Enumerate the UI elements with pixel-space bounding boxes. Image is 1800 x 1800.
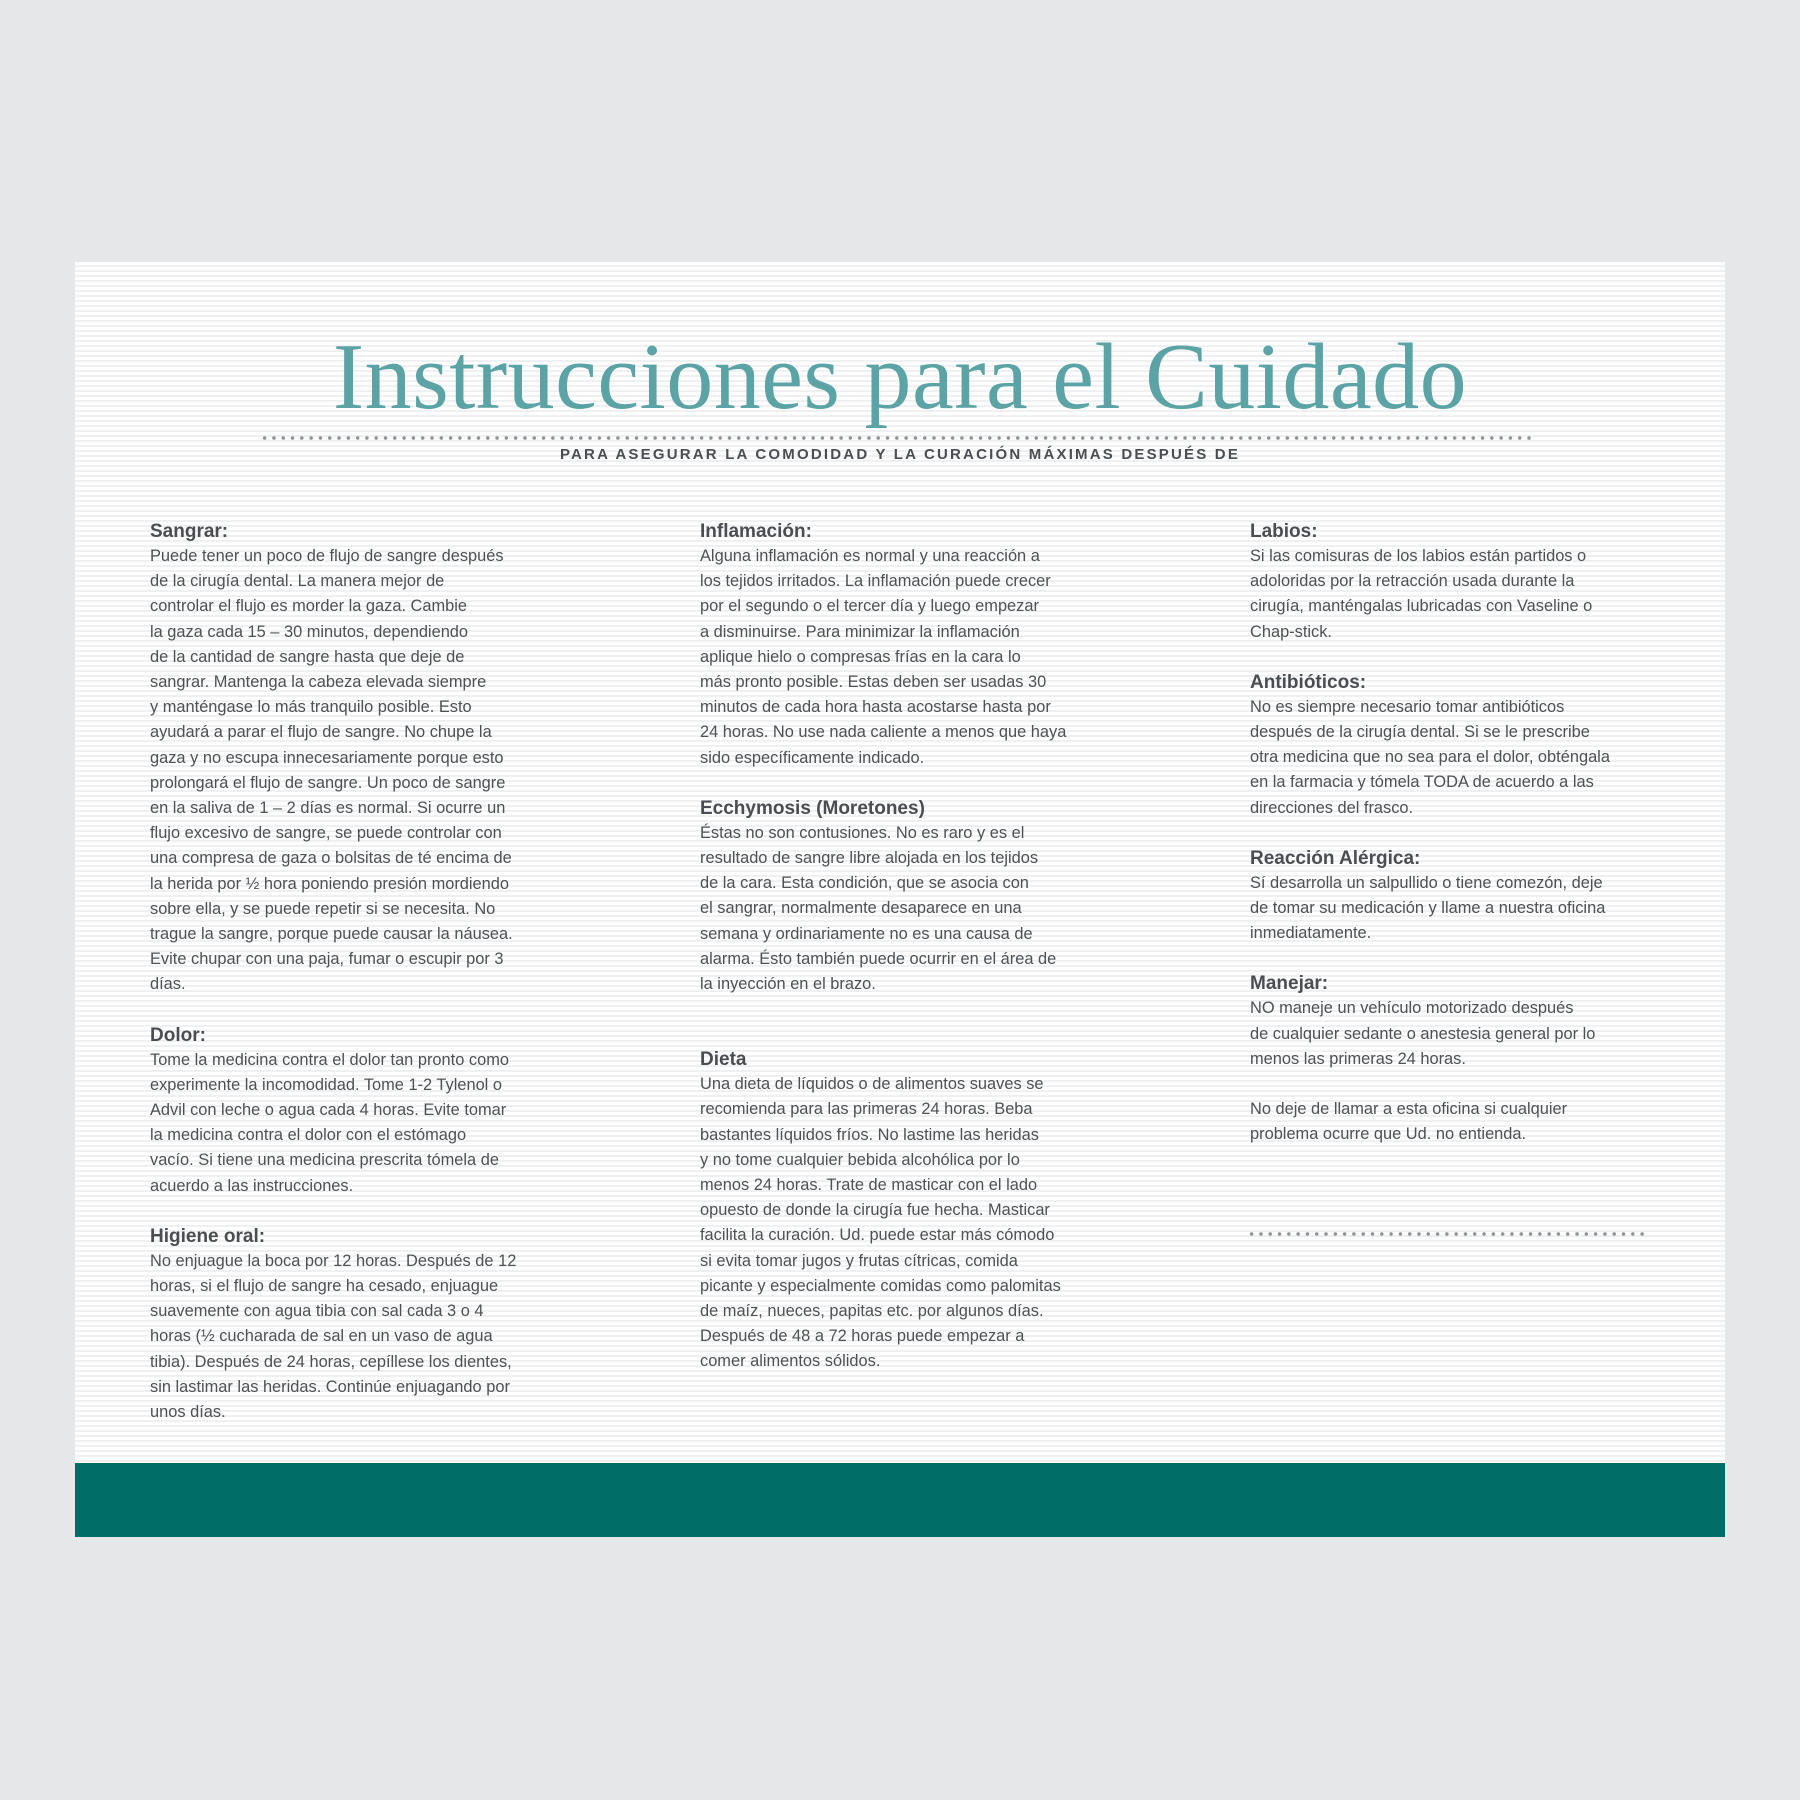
section-body: Una dieta de líquidos o de alimentos suaves se recomienda para las primeras 24 horas. Beba bastantes líquidos fríos. No lastime las heridas y no tome cualquier bebida alcohólica por lo menos 24 horas. Trate de masticar con el lado opuesto de donde la cirugía fue hecha. Masticar facilita la curación. Ud. puede estar más cómodo si evita tomar jugos y frutas cítricas, comida picante y especialmente comidas como palomitas de maíz, nueces, papitas etc. por algunos días. Después de 48 a 72 horas puede empezar a comer alimentos sólidos. [700, 1075, 1061, 1371]
section-heading: Ecchymosis (Moretones) [700, 797, 925, 819]
section-dolor [150, 1023, 570, 1199]
section-heading: Reacción Alérgica: [1250, 847, 1421, 869]
section-heading: Sangrar: [150, 521, 229, 542]
section-body: Éstas no son contusiones. No es raro y es el resultado de sangre libre alojada en los tejidos de la cara. Esta condición, que se asocia con el sangrar, normalmente desaparece en una semana y ordinariamente no es una causa de alarma. Ésto también puede ocurrir en el área de la inyección en el brazo. [700, 823, 1057, 994]
section-body: Sí desarrolla un salpullido o tiene comezón, deje de tomar su medicación y llame a nuestra oficina inmediatamente. [1250, 873, 1606, 943]
section-heading: Dieta [700, 1049, 747, 1071]
section-heading: Inflamación: [700, 521, 812, 542]
closing-note: No deje de llamar a esta oficina si cualquier problema ocurre que Ud. no entienda. [1250, 1100, 1568, 1144]
section-manejar [1250, 971, 1660, 1072]
section-dieta [700, 1047, 1120, 1374]
section-heading: Higiene oral: [150, 1225, 266, 1247]
dotted-divider-top [260, 436, 1533, 440]
section-reaccion-alergica [1250, 846, 1660, 947]
section-heading: Dolor: [150, 1024, 206, 1046]
section-body: Si las comisuras de los labios están partidos o adoloridas por la retracción usada durante la cirugía, manténgalas lubricadas con Vaseline o Chap-stick. [1250, 547, 1593, 641]
column-middle [700, 519, 1120, 1375]
page-subtitle: PARA ASEGURAR LA COMODIDAD Y LA CURACIÓN MÁXIMAS DESPUÉS DE [559, 446, 1241, 463]
section-body: Puede tener un poco de flujo de sangre después de la cirugía dental. La manera mejor de controlar el flujo es morder la gaza. Cambie la gaza cada 15 – 30 minutos, dependiendo de la cantidad de sangre hasta que deje de sangrar. Mantenga la cabeza elevada siempre y manténgase lo más tranquilo posible. Esto ayudará a parar el flujo de sangre. No chupe la gaza y no escupa innecesariamente porque esto prolongará el flujo de sangre. Un poco de sangre en la saliva de 1 – 2 días es normal. Si ocurre un flujo excesivo de sangre, se puede controlar con una compresa de gaza o bolsitas de té encima de la herida por ½ hora poniendo presión mordiendo sobre ella, y se puede repetir si se necesita. No trague la sangre, porque puede causar la náusea. Evite chupar con una paja, fumar o escupir por 3 días. [150, 547, 513, 994]
section-body: Tome la medicina contra el dolor tan pronto como experimente la incomodidad. Tome 1-2 Tylenol o Advil con leche o agua cada 4 horas. Evite tomar la medicina contra el dolor con el estómago vacío. Si tiene una medicina prescrita tómela de acuerdo a las instrucciones. [150, 1050, 509, 1195]
section-body: No enjuague la boca por 12 horas. Después de 12 horas, si el flujo de sangre ha cesado, enjuague suavemente con agua tibia con sal cada 3 o 4 horas (½ cucharada de sal en un vaso de agua tibia). Después de 24 horas, cepíllese los dientes, sin lastimar las heridas. Continúe enjuagando por unos días. [150, 1251, 517, 1422]
section-heading: Antibióticos: [1250, 671, 1367, 693]
section-antibioticos [1250, 670, 1660, 821]
section-heading: Labios: [1250, 521, 1318, 542]
column-right [1250, 519, 1660, 1147]
column-left [150, 519, 570, 1425]
section-inflamacion [700, 519, 1120, 771]
section-body: No es siempre necesario tomar antibióticos después de la cirugía dental. Si se le prescribe otra medicina que no sea para el dolor, obténgala en la farmacia y tómela TODA de acuerdo a las direcciones del frasco. [1250, 697, 1610, 817]
section-sangrar [150, 519, 570, 998]
section-heading: Manejar: [1250, 973, 1329, 995]
section-labios [1250, 519, 1660, 645]
section-body: NO maneje un vehículo motorizado después de cualquier sedante o anestesia general por lo menos las primeras 24 horas. [1250, 999, 1596, 1068]
section-ecchymosis [700, 796, 1120, 997]
section-body: Alguna inflamación es normal y una reacción a los tejidos irritados. La inflamación puede crecer por el segundo o el tercer día y luego empezar a disminuirse. Para minimizar la inflamación aplique hielo o compresas frías en la cara lo más pronto posible. Estas deben ser usadas 30 minutos de cada hora hasta acostarse hasta por 24 horas. No use nada caliente a menos que haya sido específicamente indicado. [700, 547, 1067, 767]
page-title: Instrucciones para el Cuidado [332, 325, 1468, 429]
section-higiene-oral [150, 1224, 570, 1425]
dotted-divider-bottom [1247, 1232, 1647, 1236]
footer-band [75, 1463, 1725, 1537]
